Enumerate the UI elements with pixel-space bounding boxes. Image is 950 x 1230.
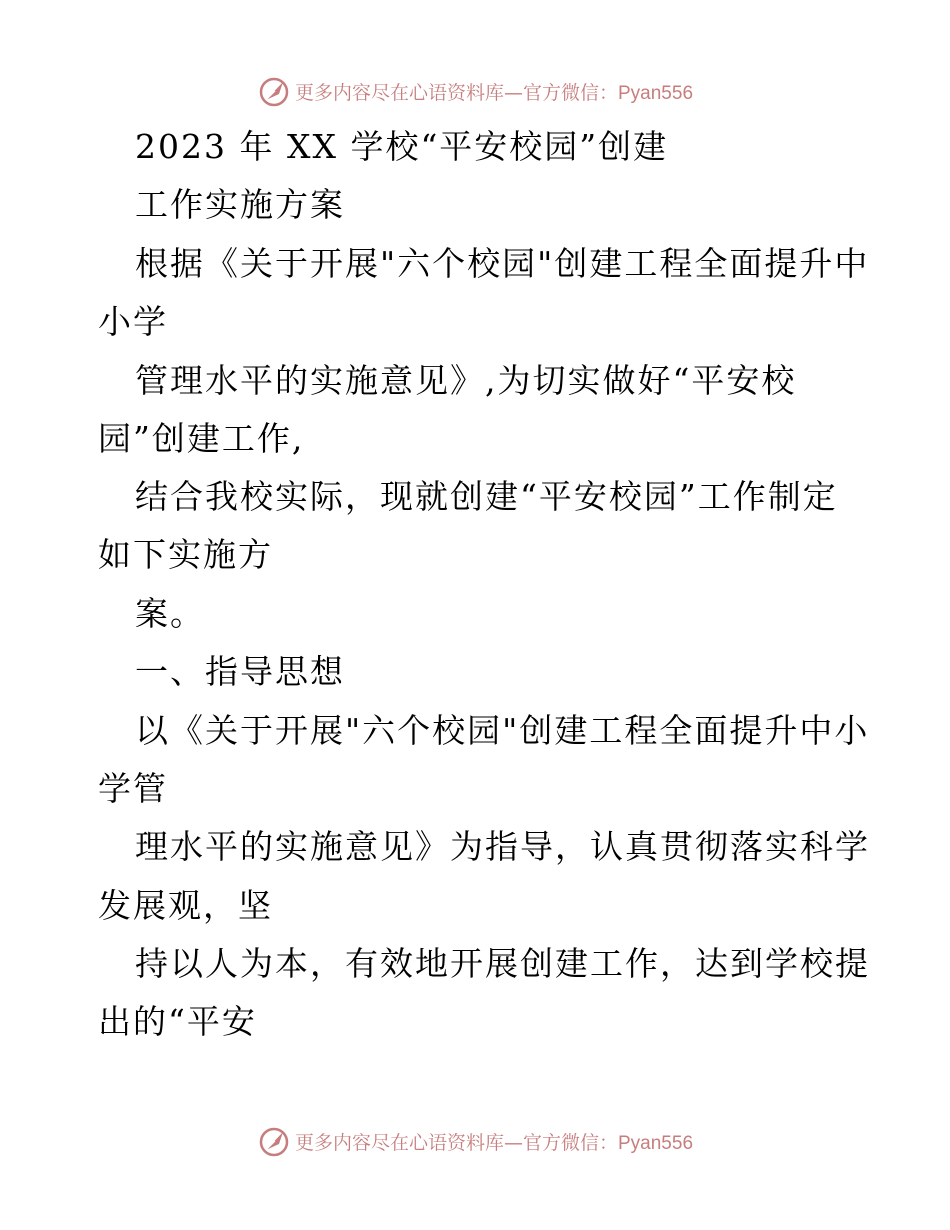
feather-pen-logo-icon <box>257 1124 291 1158</box>
doc-text-line: 出的“平安 <box>98 1002 257 1041</box>
footer-watermark <box>0 1121 950 1161</box>
doc-title-line-1: 2023 年 XX 学校“平安校园”创建 <box>135 127 669 166</box>
doc-text-line: 管理水平的实施意见》,为切实做好“平安校 <box>135 361 797 400</box>
doc-title-line-2: 工作实施方案 <box>135 185 345 224</box>
doc-text-line: 如下实施方 <box>98 535 273 574</box>
doc-text-line: 发展观，坚 <box>98 886 273 925</box>
doc-text-line: 案。 <box>135 594 205 633</box>
doc-text-line: 学管 <box>98 769 168 808</box>
doc-text-line: 园”创建工作, <box>98 419 305 458</box>
watermark-wechat-id: Pyan556 <box>618 1132 694 1154</box>
doc-text-line: 根据《关于开展"六个校园"创建工程全面提升中 <box>135 244 870 283</box>
watermark-text: 更多内容尽在心语资料库—官方微信： <box>294 81 618 104</box>
doc-text-line: 理水平的实施意见》为指导，认真贯彻落实科学 <box>135 827 870 866</box>
watermark-wechat-id: Pyan556 <box>618 82 694 104</box>
doc-text-line: 持以人为本，有效地开展创建工作，达到学校提 <box>135 944 870 983</box>
doc-text-line: 结合我校实际，现就创建“平安校园”工作制定 <box>135 477 838 516</box>
doc-text-line: 小学 <box>98 302 168 341</box>
watermark-text: 更多内容尽在心语资料库—官方微信： <box>294 1131 618 1154</box>
header-watermark <box>0 71 950 111</box>
doc-text-line: 以《关于开展"六个校园"创建工程全面提升中小 <box>135 711 870 750</box>
feather-pen-logo-icon <box>257 74 291 108</box>
doc-section-heading: 一、指导思想 <box>135 652 345 691</box>
